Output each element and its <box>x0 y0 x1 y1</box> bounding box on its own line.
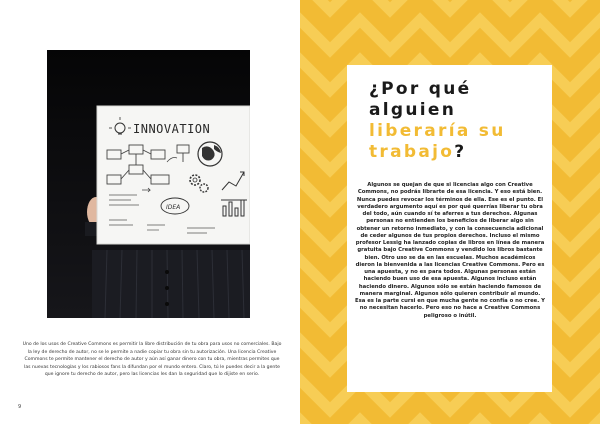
headline-line-4: trabajo <box>369 142 455 162</box>
headline-line-3: liberaría su <box>369 121 506 141</box>
idea-bubble-text: IDEA <box>166 204 181 211</box>
innovation-sign-photo <box>47 50 250 318</box>
photo-caption: Uno de los usos de Creative Commons es permitir la libre distribución de tu obra para usos no comerciales. Bajo la ley de derecho de autor, no se le permite a nadie copiar tu obra sin tu autorización. Una licencia Creative Commons te permite mantener el derecho de autor y aún así ganar dinero con tu obra, mientras permites que las nuevas tecnologías y los rabiosos fans la difundan por el mundo entero. Claro, tú le puedes decir a la gente que ignore tu derecho de autor, pero las licencias les dan la seguridad que lo dijiste en serio. <box>22 342 282 378</box>
photo-illustration <box>47 50 250 318</box>
article-card <box>347 65 552 392</box>
page-number: 9 <box>18 404 22 410</box>
article-body: Algunos se quejan de que si licencias algo con Creative Commons, no podrás librarte de esa licencia. Y eso está bien. Nunca puedes revocar los términos de ella. Ese es el punto. El verdadero argumento aquí es por qué querrías liberar tu obra del todo, aún cuando sí te aferres a tus derechos. Algunas personas no entienden los beneficios de liberar algo sin obtener un retorno inmediato, y con la consecuencia adicional de ceder algunos de tus propios derechos. Incluso el mismo profesor Lessig ha lanzado copias de libros en línea de manera gratuita bajo Creative Commons y vendido los libros bastante bien. Otro uso se da en las escuelas. Muchos académicos dieron la bienvenida a las licencias Creative Commons. Pero es una apuesta, y no es para todos. Algunas personas están haciendo buen uso de esa apuesta. Algunos incluso están haciendo dinero. Algunos sólo se están haciendo famosos de manera marginal. Algunos sólo quieren contribuir al mundo. Esa es la parte cursi en que mucha gente no confía o no cree. Y no necesitan hacerlo. Pero eso no hace a Creative Commons peligroso o inútil. <box>355 182 545 319</box>
headline-question-mark: ? <box>454 142 467 162</box>
headline-line-1: ¿Por qué <box>369 79 472 99</box>
right-page <box>300 0 600 424</box>
article-headline <box>369 79 549 163</box>
sign-title: INNOVATION <box>133 122 211 136</box>
headline-line-2: alguien <box>369 100 457 120</box>
